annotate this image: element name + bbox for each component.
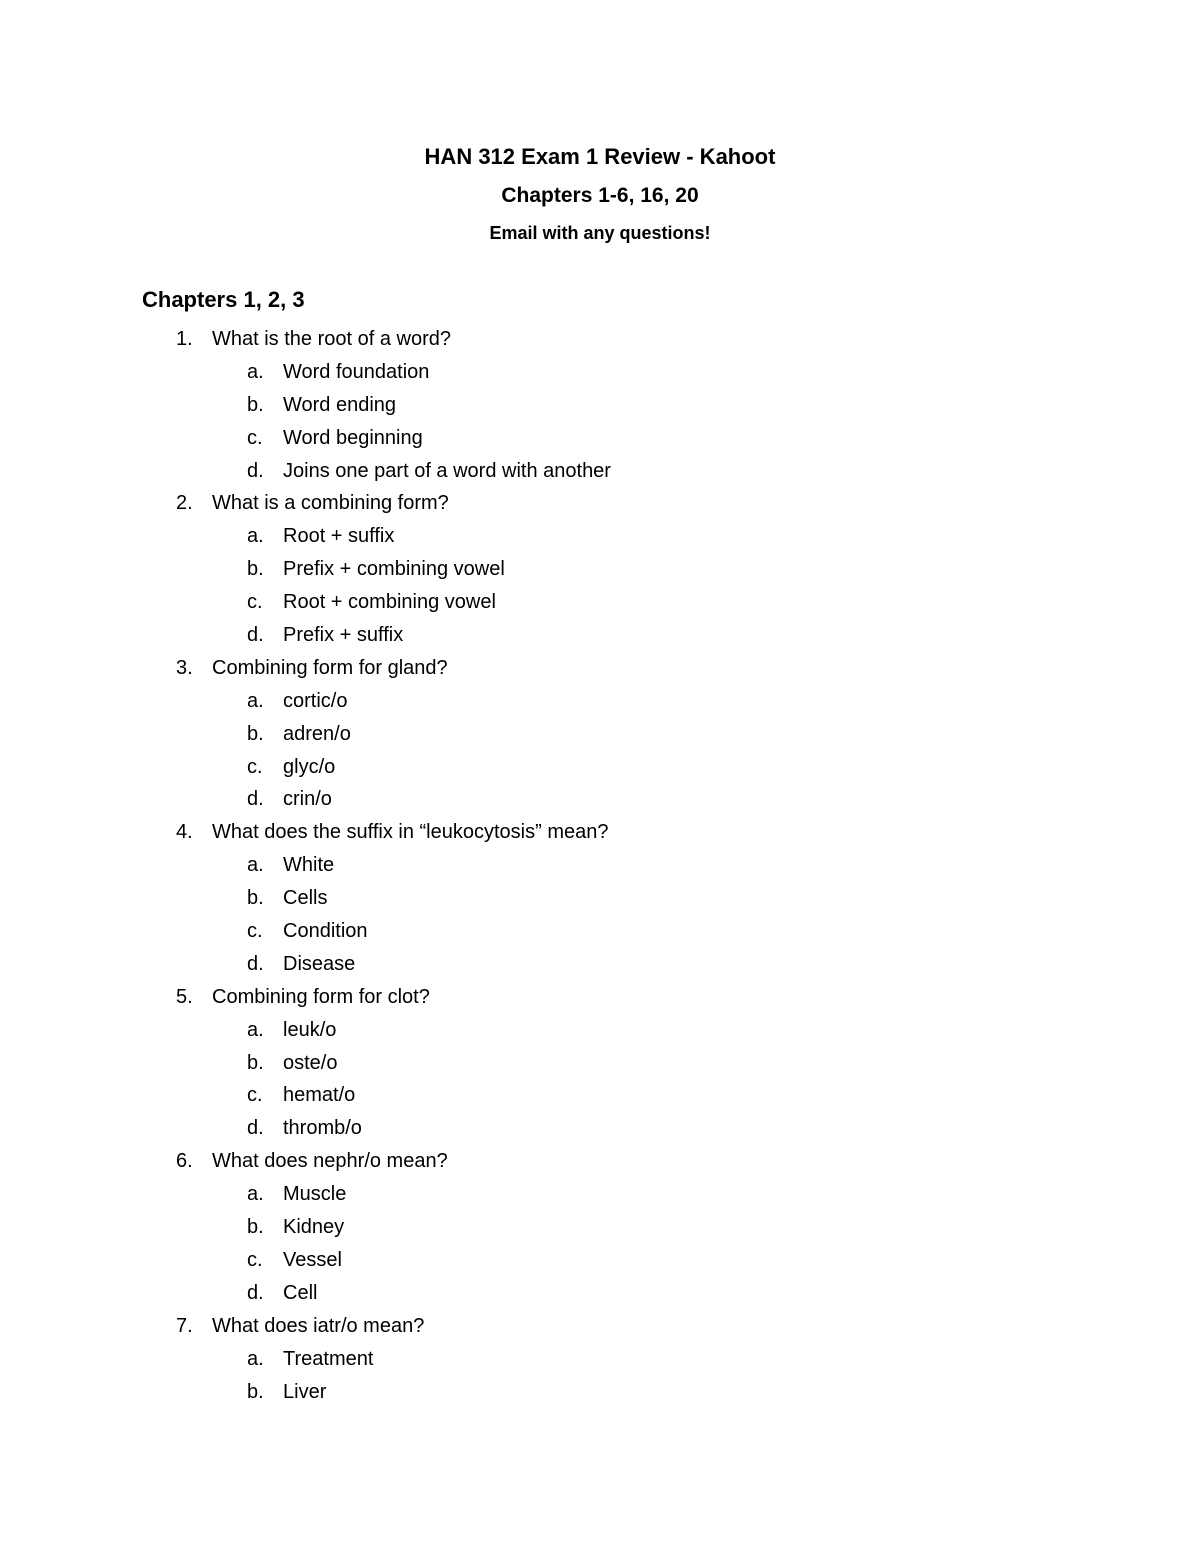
- option-text: thromb/o: [283, 1117, 362, 1140]
- answer-option: [0, 1211, 1200, 1244]
- option-letter: a.: [247, 854, 264, 877]
- option-letter: d.: [247, 952, 264, 975]
- option-letter: a.: [247, 1347, 264, 1370]
- option-text: Cells: [283, 887, 328, 910]
- answer-option: [0, 915, 1200, 948]
- question-number: 6.: [176, 1150, 193, 1173]
- question-number: 2.: [176, 492, 193, 515]
- answer-option: [0, 718, 1200, 751]
- option-text: glyc/o: [283, 755, 336, 778]
- question-row: [0, 323, 1200, 356]
- option-letter: b.: [247, 722, 264, 745]
- option-letter: b.: [247, 1051, 264, 1074]
- question-item: [0, 487, 1200, 651]
- option-letter: c.: [247, 426, 263, 449]
- option-letter: d.: [247, 788, 264, 811]
- answer-option: [0, 1178, 1200, 1211]
- option-letter: b.: [247, 887, 264, 910]
- option-text: crin/o: [283, 788, 332, 811]
- option-text: Root + suffix: [283, 525, 395, 548]
- question-number: 3.: [176, 656, 193, 679]
- question-row: [0, 652, 1200, 685]
- answer-options: [0, 849, 1200, 981]
- option-text: Vessel: [283, 1248, 342, 1271]
- question-text: What does nephr/o mean?: [212, 1150, 448, 1173]
- answer-option: [0, 882, 1200, 915]
- question-number: 4.: [176, 821, 193, 844]
- question-row: [0, 1145, 1200, 1178]
- option-letter: d.: [247, 459, 264, 482]
- question-text: What is a combining form?: [212, 492, 449, 515]
- answer-options: [0, 1014, 1200, 1146]
- option-text: hemat/o: [283, 1084, 356, 1107]
- option-text: Muscle: [283, 1183, 347, 1206]
- answer-options: [0, 1178, 1200, 1310]
- answer-option: [0, 586, 1200, 619]
- option-text: Root + combining vowel: [283, 591, 496, 614]
- answer-option: [0, 389, 1200, 422]
- answer-options: [0, 520, 1200, 652]
- question-text: What is the root of a word?: [212, 328, 452, 350]
- option-letter: c.: [247, 755, 263, 778]
- answer-option: [0, 422, 1200, 455]
- question-text: What does the suffix in “leukocytosis” mean?: [212, 821, 609, 844]
- option-text: Joins one part of a word with another: [283, 459, 611, 482]
- option-text: leuk/o: [283, 1018, 337, 1041]
- option-letter: a.: [247, 689, 264, 712]
- answer-option: [0, 1244, 1200, 1277]
- question-number: 7.: [176, 1314, 193, 1337]
- option-text: Disease: [283, 952, 356, 975]
- question-row: [0, 487, 1200, 520]
- question-number: 1.: [176, 328, 193, 350]
- answer-option: [0, 849, 1200, 882]
- option-text: Liver: [283, 1380, 327, 1403]
- option-letter: c.: [247, 920, 263, 943]
- option-letter: a.: [247, 1018, 264, 1041]
- answer-option: [0, 356, 1200, 389]
- option-text: Prefix + combining vowel: [283, 558, 505, 581]
- document-subtitle: Chapters 1-6, 16, 20: [501, 184, 699, 207]
- answer-option: [0, 520, 1200, 553]
- option-letter: d.: [247, 1117, 264, 1140]
- answer-option: [0, 1047, 1200, 1080]
- answer-option: [0, 1014, 1200, 1047]
- option-text: oste/o: [283, 1051, 338, 1074]
- option-letter: a.: [247, 525, 264, 548]
- answer-option: [0, 685, 1200, 718]
- document-title: HAN 312 Exam 1 Review - Kahoot: [424, 144, 776, 169]
- option-text: Word foundation: [283, 360, 430, 383]
- option-letter: d.: [247, 1281, 264, 1304]
- question-row: [0, 981, 1200, 1014]
- option-letter: b.: [247, 1380, 264, 1403]
- section-heading: Chapters 1, 2, 3: [142, 287, 305, 312]
- question-item: [0, 1145, 1200, 1309]
- option-text: Prefix + suffix: [283, 624, 404, 647]
- option-letter: c.: [247, 591, 263, 614]
- option-letter: b.: [247, 1216, 264, 1239]
- option-text: White: [283, 854, 335, 877]
- question-item: [0, 323, 1200, 487]
- option-text: adren/o: [283, 722, 351, 745]
- answer-option: [0, 1277, 1200, 1310]
- question-number: 5.: [176, 985, 193, 1008]
- option-letter: a.: [247, 1183, 264, 1206]
- question-text: Combining form for gland?: [212, 656, 448, 679]
- option-text: Condition: [283, 920, 368, 943]
- answer-option: [0, 751, 1200, 784]
- answer-options: [0, 1343, 1200, 1409]
- question-list: [0, 323, 1200, 1408]
- option-letter: d.: [247, 624, 264, 647]
- option-text: Kidney: [283, 1216, 345, 1239]
- option-text: cortic/o: [283, 689, 348, 712]
- option-text: Cell: [283, 1281, 318, 1304]
- option-letter: a.: [247, 360, 264, 383]
- question-item: [0, 1310, 1200, 1409]
- answer-option: [0, 455, 1200, 488]
- option-text: Word ending: [283, 393, 397, 416]
- option-letter: c.: [247, 1248, 263, 1271]
- question-item: [0, 652, 1200, 816]
- option-letter: b.: [247, 393, 264, 416]
- option-letter: c.: [247, 1084, 263, 1107]
- question-row: [0, 816, 1200, 849]
- question-text: Combining form for clot?: [212, 985, 430, 1008]
- question-item: [0, 981, 1200, 1145]
- answer-option: [0, 1112, 1200, 1145]
- answer-option: [0, 948, 1200, 981]
- answer-option: [0, 619, 1200, 652]
- question-row: [0, 1310, 1200, 1343]
- answer-option: [0, 1343, 1200, 1376]
- option-text: Word beginning: [283, 426, 423, 449]
- question-text: What does iatr/o mean?: [212, 1314, 425, 1337]
- option-letter: b.: [247, 558, 264, 581]
- contact-note: Email with any questions!: [489, 223, 711, 243]
- answer-options: [0, 356, 1200, 488]
- option-text: Treatment: [283, 1347, 374, 1370]
- answer-option: [0, 1079, 1200, 1112]
- answer-option: [0, 1376, 1200, 1409]
- question-item: [0, 816, 1200, 980]
- answer-option: [0, 553, 1200, 586]
- answer-options: [0, 685, 1200, 817]
- answer-option: [0, 783, 1200, 816]
